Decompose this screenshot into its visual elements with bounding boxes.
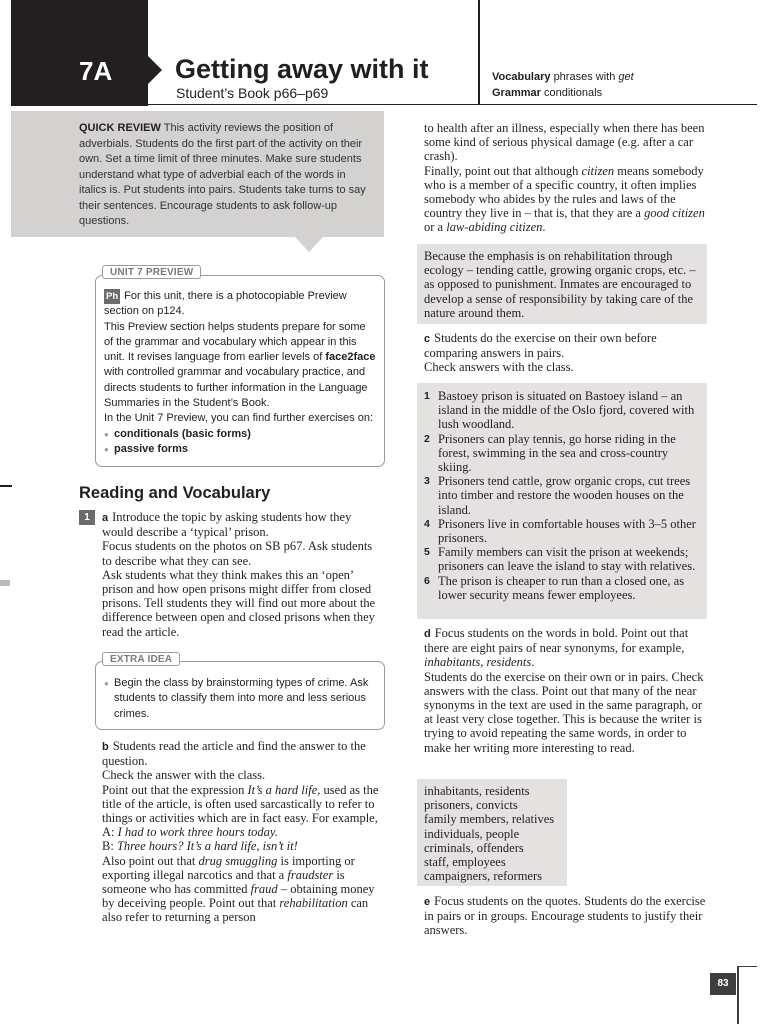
- answer-item: [424, 432, 702, 475]
- paragraph: Check the answer with the class.: [102, 768, 266, 783]
- answer-number: 3: [424, 475, 430, 488]
- vocabulary-word: get: [618, 71, 634, 83]
- quick-review-pointer: [295, 237, 323, 252]
- text: , used as the title of the article, is often used sarcastically to refer to things or activities which are in fact easy. For example,: [102, 782, 379, 826]
- emphasis: residents: [486, 655, 532, 670]
- emphasis: good citizen: [644, 206, 705, 221]
- exercise-number-badge: 1: [79, 510, 95, 525]
- preview-text-2: with controlled grammar and vocabulary practice, and directs students to further information in the Language Summaries in the Student’s Book.: [104, 366, 368, 410]
- extra-idea-bullet: ● Begin the class by brainstorming types of crime. Ask students to classify them into more and less serious crimes.: [104, 676, 372, 722]
- answer-text: Prisoners tend cattle, grow organic crops, cut trees into timber and restore the wooden houses on the island.: [438, 474, 691, 517]
- answer-number: 2: [424, 432, 430, 445]
- dialogue-line: [102, 825, 384, 839]
- answer-item: campaigners, reformers: [424, 869, 542, 884]
- text: Finally, point out that although: [424, 163, 579, 178]
- emphasis: fraud: [250, 882, 278, 897]
- text: .: [542, 220, 546, 235]
- exercise-b: [102, 739, 384, 925]
- emphasis: citizen: [581, 163, 615, 178]
- text: ,: [480, 655, 484, 670]
- quick-review-heading: QUICK REVIEW: [79, 122, 161, 134]
- dialogue-line: [102, 839, 384, 853]
- exercise-letter: e: [424, 896, 431, 908]
- speaker: A:: [102, 825, 115, 840]
- paragraph: [424, 164, 707, 235]
- exercise-letter: d: [424, 628, 431, 640]
- paragraph: [102, 854, 384, 925]
- text: or a: [424, 220, 444, 235]
- grammar-meta: [492, 87, 602, 99]
- preview-paragraph-2: In the Unit 7 Preview, you can find further exercises on:: [104, 412, 374, 425]
- answer-text: Prisoners live in comfortable houses with 3–5 other prisoners.: [438, 516, 696, 546]
- answer-text: The prison is cheaper to run than a closed one, as lower security means fewer employees.: [438, 573, 685, 602]
- footer-rule: [739, 966, 757, 967]
- answer-item: prisoners, convicts: [424, 798, 518, 813]
- exercise-e: [424, 894, 707, 938]
- preview-content: [104, 289, 376, 457]
- answer-number: 5: [424, 546, 430, 559]
- dialogue-text: I had to work three hours today.: [117, 825, 278, 840]
- column-2-top: [424, 121, 707, 235]
- exercise-letter: c: [424, 333, 431, 345]
- answer-text: Family members can visit the prison at weekends; prisoners can leave the island to stay with relatives.: [438, 545, 696, 574]
- emphasis: rehabilitation: [279, 896, 348, 911]
- text: is someone who has committed: [102, 867, 345, 897]
- text: Also point out that: [102, 853, 196, 868]
- exercise-c: [424, 331, 707, 375]
- paragraph: Focus students on the photos on SB p67. Ask students to describe what they can see.: [102, 539, 373, 568]
- emphasis: inhabitants: [424, 655, 481, 670]
- answer-item: [424, 545, 702, 573]
- paragraph: [102, 783, 384, 826]
- answer-item: staff, employees: [424, 855, 506, 870]
- answer-number: 6: [424, 574, 430, 587]
- page-subtitle: Student’s Book p66–p69: [176, 85, 329, 101]
- preview-paragraph: [104, 320, 376, 412]
- vocabulary-value: phrases with: [553, 71, 616, 83]
- answer-list-d: [424, 784, 564, 883]
- paragraph: to health after an illness, especially when there has been some kind of serious physical damage (e.g. after a car crash).: [424, 121, 705, 164]
- unit-badge-arrow: [148, 56, 162, 84]
- vocabulary-label: Vocabulary: [492, 71, 551, 83]
- answer-item: family members, relatives: [424, 812, 555, 827]
- answer-item: inhabitants, residents: [424, 784, 530, 798]
- paragraph: Focus students on the quotes. Students do the exercise in pairs or in groups. Encourage students to justify their answers.: [424, 894, 706, 938]
- brand-name: face2face: [325, 351, 376, 364]
- preview-bullet: ● passive forms: [104, 442, 376, 457]
- answer-text: Prisoners can play tennis, go horse riding in the forest, swimming in the sea and cross-country skiing.: [438, 431, 676, 475]
- quick-review-body: This activity reviews the position of adverbials. Students do the first part of the activity on their own. Set a time limit of three minutes. Make sure students understand what type of adverbial each of the words in italics is. Put students into pairs. Students take turns to say their sentences. Encourage students to ask follow-up questions.: [79, 122, 366, 227]
- quick-review-text: [79, 121, 373, 230]
- extra-idea-tab: EXTRA IDEA: [102, 652, 180, 666]
- header-divider: [478, 0, 480, 105]
- answer-b-text: Because the emphasis is on rehabilitation through ecology – tending cattle, growing organic crops, etc. – as opposed to punishment. Inmates are encouraged to develop a sense of responsibility by taking care of the nature around them.: [424, 249, 696, 320]
- emphasis: fraudster: [287, 867, 334, 882]
- exercise-letter: a: [102, 512, 109, 524]
- text: – obtaining money by deceiving people. Point out that: [102, 882, 375, 911]
- paragraph: Students do the exercise on their own or in pairs. Check answers with the class. Point out that many of the near synonyms in the text are used in the same paragraph, or at least very close together. This is because the writer is trying to avoid repeating the same words, in order to make her writing more interesting to read.: [424, 669, 704, 755]
- preview-bullet: ● conditionals (basic forms): [104, 427, 376, 442]
- paragraph: Check answers with the class.: [424, 360, 574, 375]
- exercise-letter: b: [102, 741, 109, 753]
- exercise-d: [424, 626, 707, 755]
- answer-text: Bastoey prison is situated on Bastoey island – an island in the middle of the Oslo fjord, covered with lush woodland.: [438, 389, 695, 432]
- answer-number: 4: [424, 517, 430, 530]
- answer-item: [424, 474, 702, 517]
- dialogue-text: Three hours? It’s a hard life, isn’t it!: [116, 839, 298, 854]
- answer-item: [424, 389, 702, 432]
- ph-paragraph: [104, 289, 376, 320]
- emphasis: drug smuggling: [198, 853, 278, 868]
- answer-number: 1: [424, 390, 430, 402]
- vocabulary-meta: [492, 71, 634, 83]
- page-number: 83: [710, 973, 736, 995]
- text: is importing or exporting illegal narcotics and that a: [102, 853, 355, 882]
- paragraph: Introduce the topic by asking students how they would describe a ‘typical’ prison.: [102, 510, 352, 540]
- speaker: B:: [102, 839, 114, 854]
- unit-badge: [11, 0, 148, 106]
- extra-idea-content: [104, 676, 372, 722]
- emphasis: It’s a hard life: [247, 782, 318, 797]
- preview-text-1: This Preview section helps students prepare for some of the grammar and vocabulary which appear in this unit. It revises language from earlier levels of: [104, 320, 366, 364]
- text: means somebody who is a member of a specific country, it often implies somebody who abides by the rules and laws of the country they live in – that is, that they are a: [424, 163, 704, 221]
- text: Point out that the expression: [102, 782, 245, 797]
- ph-text: For this unit, there is a photocopiable Preview section on p124.: [104, 290, 347, 318]
- photocopiable-icon: Ph: [104, 289, 120, 304]
- text: Focus students on the words in bold. Point out that there are eight pairs of near synonyms, for example,: [424, 626, 689, 656]
- footer-rule: [737, 966, 739, 1024]
- emphasis: law-abiding citizen: [446, 220, 543, 235]
- section-heading: Reading and Vocabulary: [79, 484, 271, 502]
- paragraph: Students do the exercise on their own before comparing answers in pairs.: [424, 331, 657, 361]
- margin-mark: [0, 580, 10, 586]
- margin-mark: [0, 485, 12, 487]
- answer-item: [424, 574, 702, 602]
- unit-label: 7A: [79, 56, 113, 86]
- exercise-a: [102, 510, 384, 639]
- preview-tab: UNIT 7 PREVIEW: [102, 265, 201, 279]
- grammar-label: Grammar: [492, 87, 541, 99]
- answer-list-c: [424, 389, 702, 602]
- answer-item: [424, 517, 702, 545]
- text: can also refer to returning a person: [102, 896, 369, 925]
- paragraph: Students read the article and find the answer to the question.: [102, 739, 366, 769]
- header-rule: [148, 104, 757, 105]
- page-title: Getting away with it: [175, 54, 429, 84]
- text: .: [531, 655, 535, 670]
- answer-item: criminals, offenders: [424, 840, 524, 855]
- grammar-value: conditionals: [543, 87, 603, 99]
- paragraph: Ask students what they think makes this an ‘open’ prison and how open prisons might differ from closed prisons. Tell students they will find out more about the difference between open and closed prisons when they read the article.: [102, 567, 376, 639]
- answer-item: individuals, people: [424, 826, 520, 841]
